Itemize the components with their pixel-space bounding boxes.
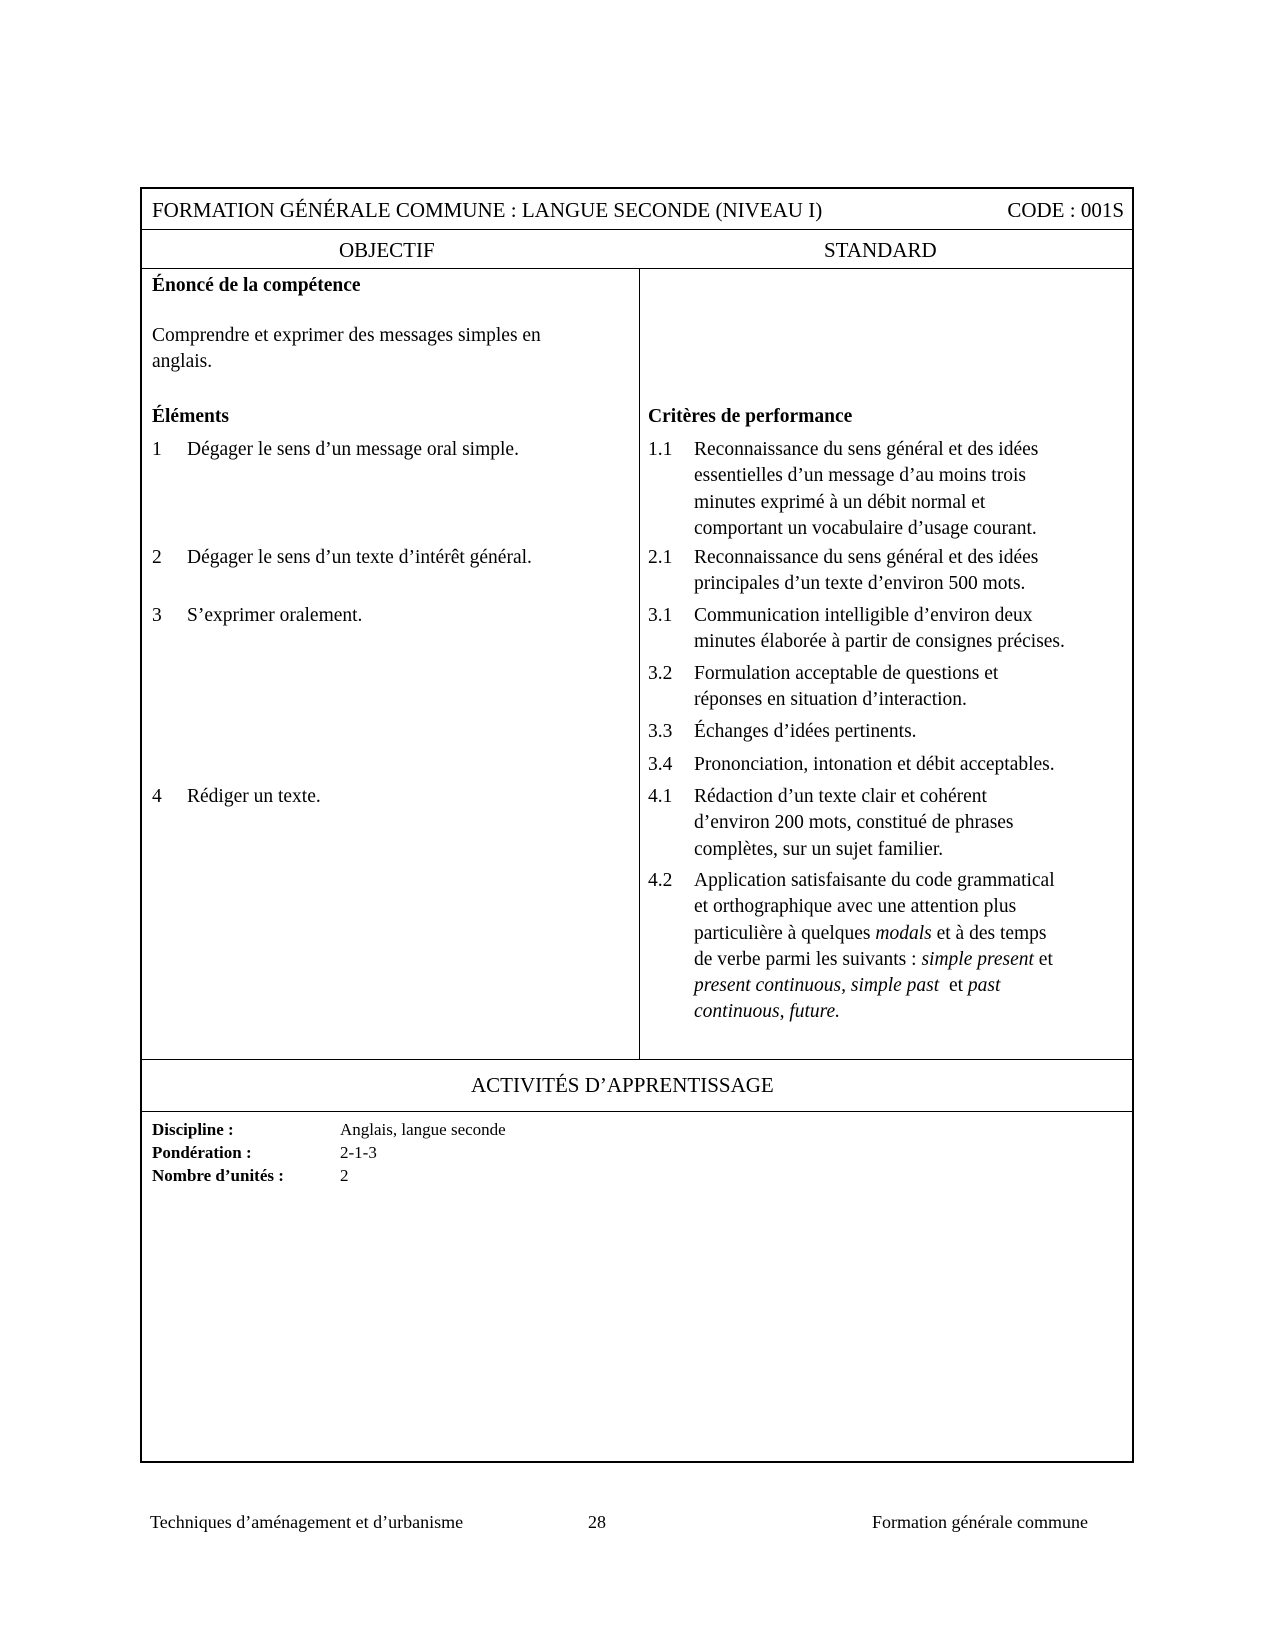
elements-heading: Éléments bbox=[152, 406, 229, 427]
column-objectif: OBJECTIF bbox=[339, 238, 435, 262]
discipline-label: Discipline : bbox=[152, 1120, 234, 1139]
critere-fragment: de verbe parmi les suivants : bbox=[694, 948, 922, 970]
critere-line bbox=[694, 947, 1134, 973]
critere-fragment: et bbox=[1033, 948, 1053, 970]
element-number: 3 bbox=[152, 605, 162, 626]
competence-text-line2: anglais. bbox=[152, 351, 213, 372]
table-header bbox=[142, 189, 1132, 230]
critere-number: 4.1 bbox=[648, 786, 673, 807]
critere-line: d’environ 200 mots, constitué de phrases bbox=[694, 812, 1014, 834]
critere-line: réponses en situation d’interaction. bbox=[694, 689, 967, 711]
activites-label: ACTIVITÉS D’APPRENTISSAGE bbox=[471, 1073, 774, 1097]
critere-line bbox=[694, 921, 1134, 947]
critere-text bbox=[694, 661, 1134, 714]
critere-fragment: et à des temps bbox=[931, 922, 1047, 944]
footer-section: Formation générale commune bbox=[872, 1512, 1088, 1532]
criteres-heading: Critères de performance bbox=[648, 406, 853, 427]
critere-line: Formulation acceptable de questions et bbox=[694, 663, 999, 684]
competence-text-line1: Comprendre et exprimer des messages simples en bbox=[152, 325, 541, 346]
competence-table bbox=[140, 187, 1134, 1463]
ponderation-line bbox=[152, 1141, 377, 1164]
element-number: 4 bbox=[152, 786, 162, 807]
critere-number: 3.2 bbox=[648, 663, 673, 684]
critere-term: present continuous, simple past bbox=[694, 975, 940, 997]
element-number: 2 bbox=[152, 547, 162, 568]
document-title: FORMATION GÉNÉRALE COMMUNE : LANGUE SECONDE (NIVEAU I) bbox=[152, 198, 823, 222]
critere-number: 3.3 bbox=[648, 721, 673, 742]
critere-number: 3.4 bbox=[648, 754, 673, 775]
element-text: S’exprimer oralement. bbox=[187, 605, 363, 626]
critere-fragment: particulière à quelques bbox=[694, 922, 876, 944]
critere-number: 3.1 bbox=[648, 605, 673, 626]
discipline-value: Anglais, langue seconde bbox=[340, 1120, 506, 1139]
critere-line: essentielles d’un message d’au moins trois bbox=[694, 465, 1026, 487]
unites-label: Nombre d’unités : bbox=[152, 1166, 284, 1185]
critere-term: past bbox=[967, 975, 1001, 997]
element-text: Dégager le sens d’un texte d’intérêt général. bbox=[187, 547, 532, 568]
critere-text bbox=[694, 784, 1134, 863]
unites-value: 2 bbox=[340, 1166, 349, 1185]
element-number: 1 bbox=[152, 439, 162, 460]
competence-heading: Énoncé de la compétence bbox=[152, 275, 361, 296]
critere-line: Communication intelligible d’environ deux bbox=[694, 605, 1033, 626]
critere-text bbox=[694, 719, 1134, 745]
column-headers bbox=[142, 230, 1132, 269]
critere-text bbox=[694, 868, 1134, 1026]
discipline-line bbox=[152, 1118, 506, 1141]
critere-term: simple present bbox=[921, 948, 1034, 970]
critere-line: comportant un vocabulaire d’usage courant. bbox=[694, 517, 1037, 539]
critere-line bbox=[694, 999, 1134, 1025]
critere-line: Application satisfaisante du code grammatical bbox=[694, 870, 1055, 891]
critere-text bbox=[694, 752, 1134, 778]
critere-term: modals bbox=[875, 922, 932, 944]
critere-line: principales d’un texte d’environ 500 mots. bbox=[694, 573, 1026, 595]
column-divider bbox=[639, 269, 640, 1059]
critere-line bbox=[694, 973, 1134, 999]
column-standard: STANDARD bbox=[824, 238, 937, 262]
course-code: CODE : 001S bbox=[1007, 198, 1124, 222]
critere-line: Échanges d’idées pertinents. bbox=[694, 721, 917, 742]
critere-number: 2.1 bbox=[648, 547, 673, 568]
critere-line: complètes, sur un sujet familier. bbox=[694, 838, 944, 860]
critere-line: minutes élaborée à partir de consignes précises. bbox=[694, 631, 1065, 653]
critere-line: Prononciation, intonation et débit acceptables. bbox=[694, 754, 1055, 775]
critere-line: et orthographique avec une attention plus bbox=[694, 896, 1017, 918]
objectives-body bbox=[142, 269, 1132, 1060]
critere-fragment: et bbox=[939, 975, 968, 997]
critere-term: continuous, future. bbox=[694, 1001, 841, 1023]
unites-line bbox=[152, 1164, 349, 1187]
ponderation-value: 2-1-3 bbox=[340, 1143, 377, 1162]
discipline-block bbox=[142, 1112, 1132, 1461]
critere-text bbox=[694, 603, 1134, 656]
critere-number: 1.1 bbox=[648, 439, 673, 460]
activites-row bbox=[142, 1060, 1132, 1112]
ponderation-label: Pondération : bbox=[152, 1143, 252, 1162]
critere-line: Rédaction d’un texte clair et cohérent bbox=[694, 786, 987, 807]
critere-line: Reconnaissance du sens général et des idées bbox=[694, 547, 1039, 568]
footer-program: Techniques d’aménagement et d’urbanisme bbox=[150, 1512, 464, 1532]
critere-line: minutes exprimé à un débit normal et bbox=[694, 491, 986, 513]
critere-text bbox=[694, 545, 1134, 598]
critere-line: Reconnaissance du sens général et des idées bbox=[694, 439, 1039, 460]
critere-text bbox=[694, 437, 1134, 542]
element-text: Rédiger un texte. bbox=[187, 786, 321, 807]
element-text: Dégager le sens d’un message oral simple. bbox=[187, 439, 519, 460]
footer-page-number: 28 bbox=[588, 1512, 606, 1532]
critere-number: 4.2 bbox=[648, 870, 673, 891]
